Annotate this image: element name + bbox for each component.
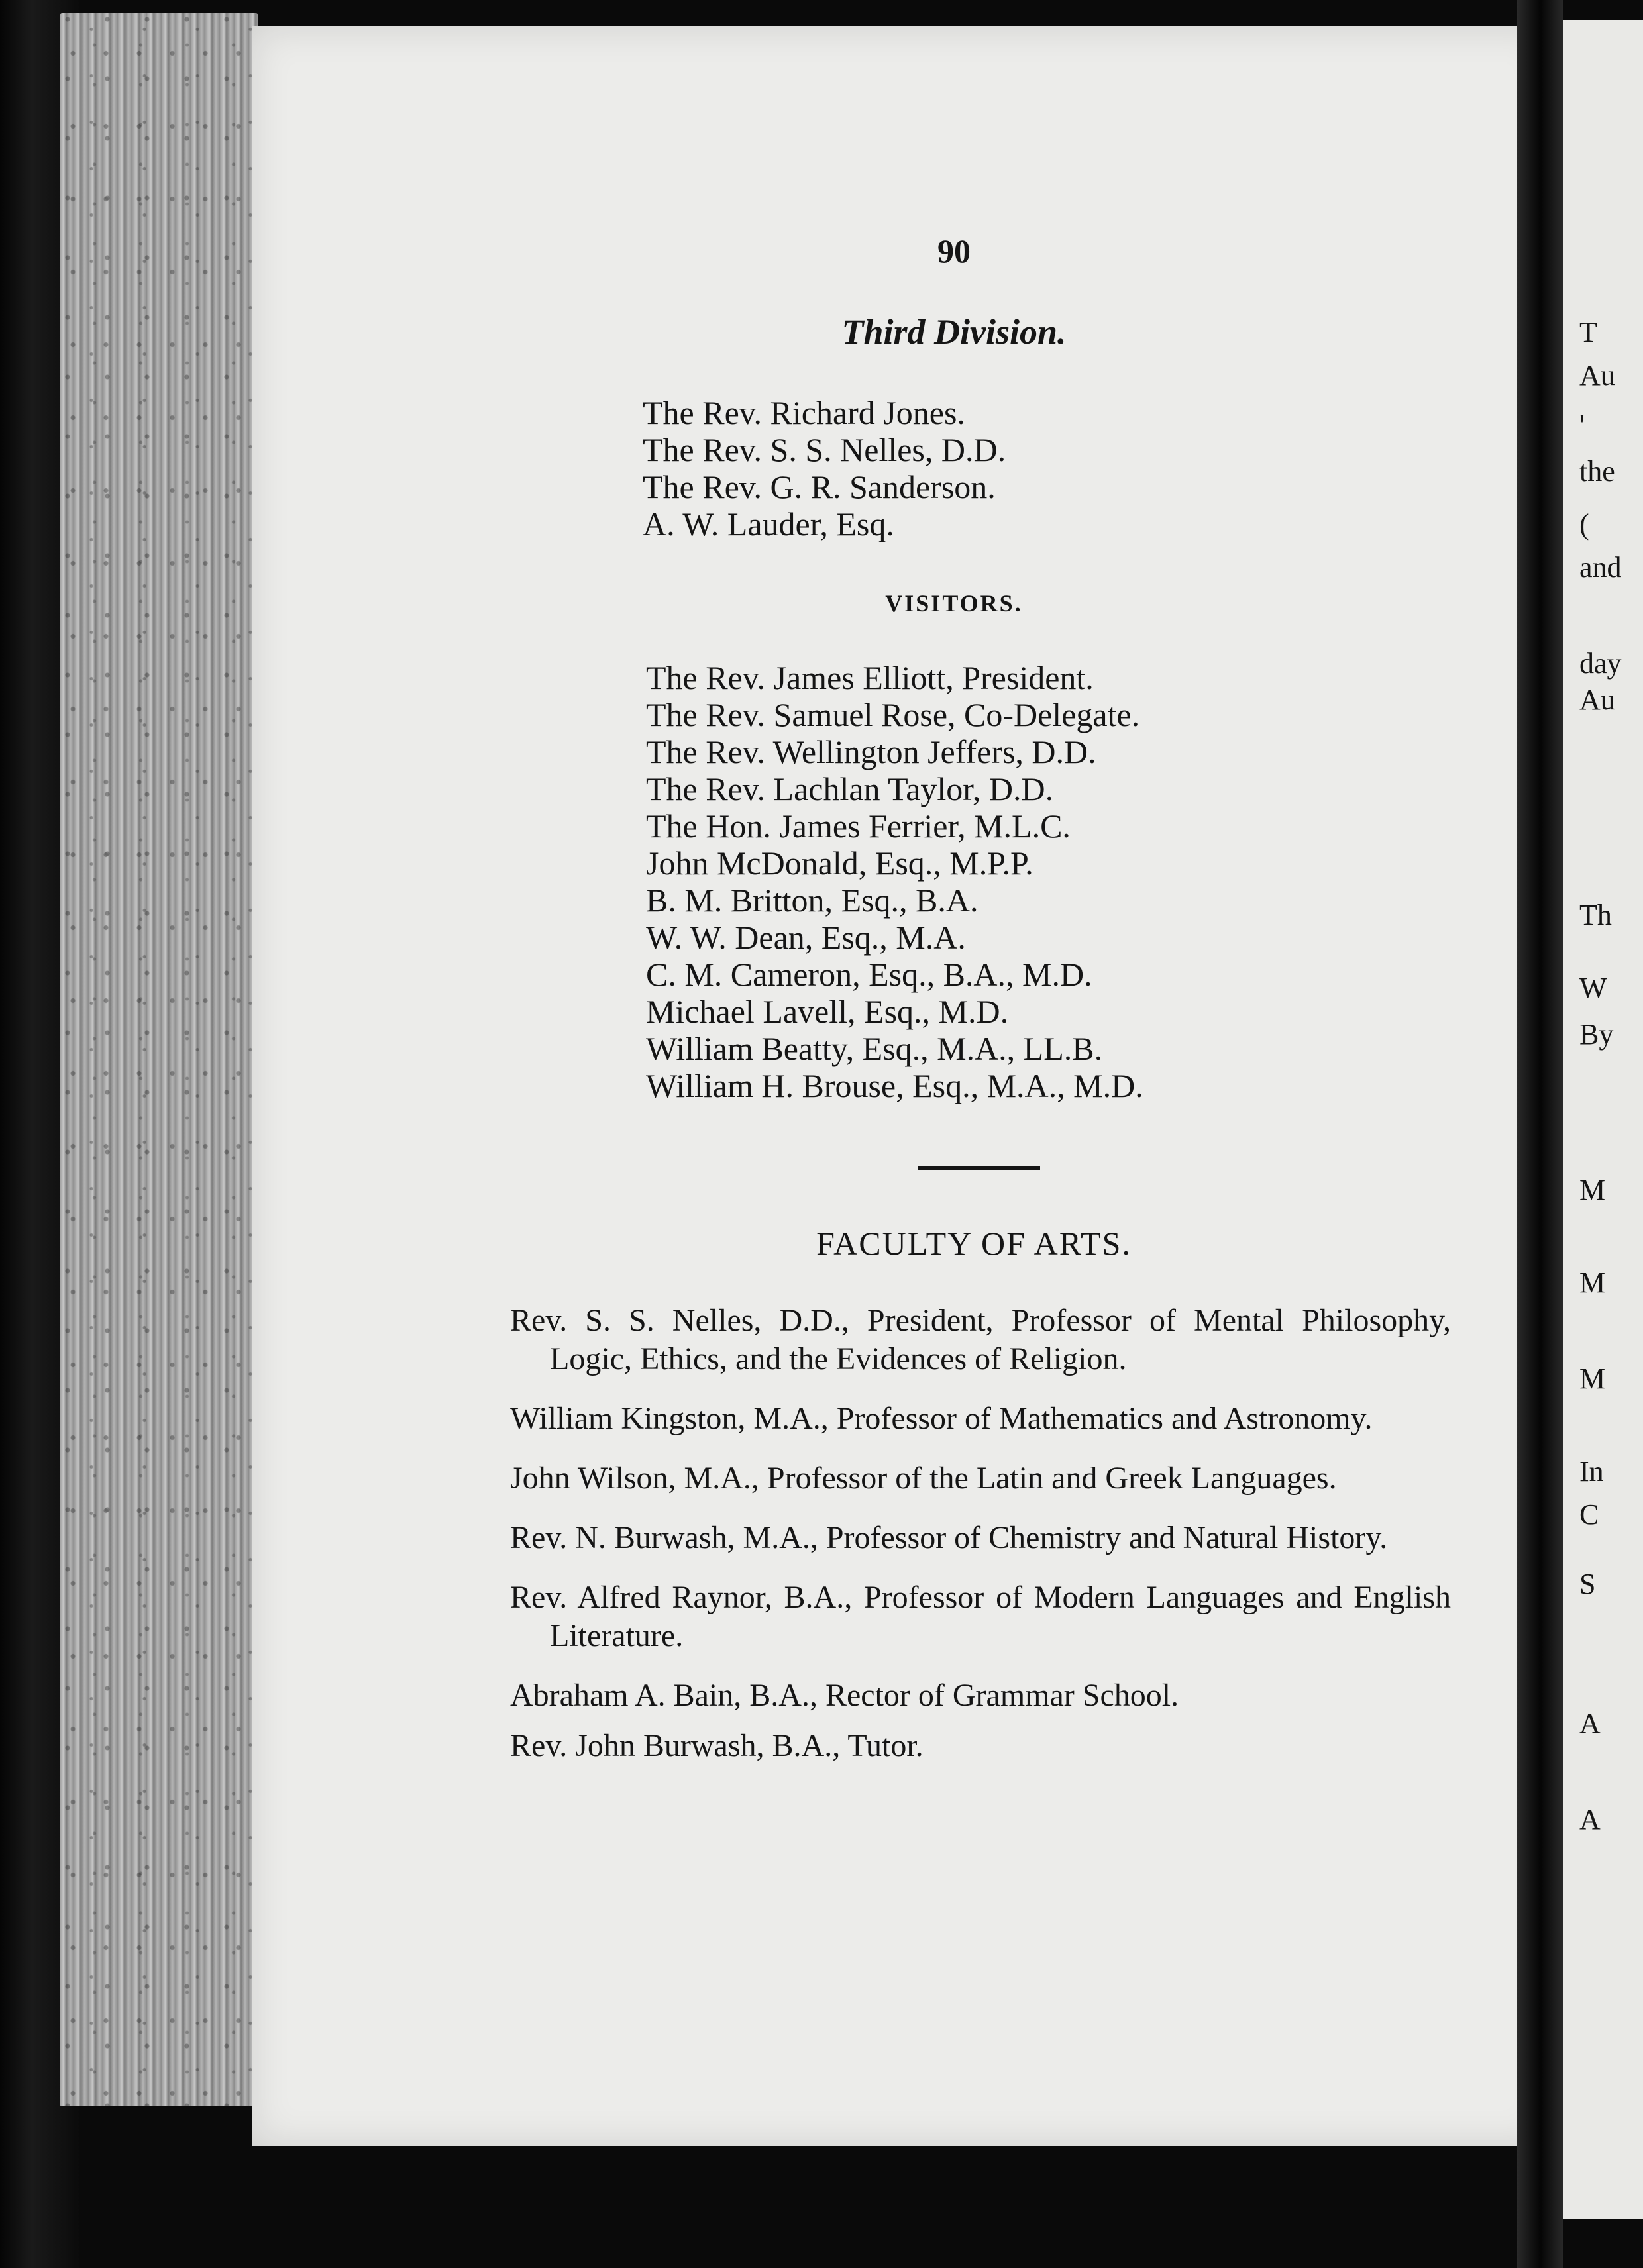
visitors-list (646, 659, 1143, 1104)
list-item: C. M. Cameron, Esq., B.A., M.D. (646, 956, 1092, 993)
third-division-heading: Third Division. (841, 312, 1067, 352)
facing-fragment: and (1579, 551, 1622, 584)
facing-fragment: M (1579, 1266, 1606, 1299)
facing-fragment: A (1579, 1707, 1601, 1739)
facing-fragment: Th (1579, 899, 1612, 931)
facing-fragment: ' (1579, 409, 1585, 441)
list-item: Michael Lavell, Esq., M.D. (646, 993, 1009, 1030)
facing-fragment: Au (1579, 359, 1615, 391)
list-item: William Beatty, Esq., M.A., LL.B. (646, 1030, 1103, 1067)
facing-fragment: C (1579, 1498, 1599, 1531)
faculty-entry: Rev. Alfred Raynor, B.A., Professor of Modern Languages and English Literature. (510, 1580, 1451, 1653)
list-item: B. M. Britton, Esq., B.A. (646, 882, 979, 919)
faculty-heading: FACULTY OF ARTS. (816, 1225, 1132, 1262)
facing-fragment: M (1579, 1174, 1606, 1206)
facing-fragment: S (1579, 1568, 1596, 1600)
book-gutter (1517, 0, 1564, 2268)
faculty-entry: Rev. S. S. Nelles, D.D., President, Professor of Mental Philosophy, Logic, Ethics, and the Evidences of Religion. (510, 1303, 1451, 1376)
facing-fragment: M (1579, 1363, 1606, 1395)
list-item: The Rev. Lachlan Taylor, D.D. (646, 770, 1054, 807)
faculty-entry: Abraham A. Bain, B.A., Rector of Grammar School. (510, 1678, 1179, 1713)
facing-fragment: By (1579, 1018, 1614, 1051)
faculty-list (510, 1302, 1451, 1777)
list-item: The Rev. Samuel Rose, Co-Delegate. (646, 696, 1140, 733)
facing-fragment: W (1579, 972, 1607, 1004)
list-item: The Rev. Richard Jones. (643, 394, 965, 431)
facing-fragment: In (1579, 1455, 1604, 1488)
section-divider (918, 1166, 1040, 1170)
list-item: William H. Brouse, Esq., M.A., M.D. (646, 1067, 1143, 1104)
list-item: The Hon. James Ferrier, M.L.C. (646, 807, 1071, 845)
faculty-entry: William Kingston, M.A., Professor of Mathematics and Astronomy. (510, 1401, 1373, 1436)
facing-fragment: A (1579, 1803, 1601, 1835)
list-item: The Rev. G. R. Sanderson. (643, 468, 996, 505)
visitors-heading: VISITORS. (885, 590, 1023, 617)
facing-fragment: the (1579, 455, 1615, 488)
facing-fragment: day (1579, 647, 1622, 680)
faculty-entry: Rev. John Burwash, B.A., Tutor. (510, 1728, 924, 1763)
page-edges (60, 13, 258, 2106)
third-division-list (643, 394, 1006, 542)
list-item: A. W. Lauder, Esq. (643, 505, 894, 542)
list-item: John McDonald, Esq., M.P.P. (646, 845, 1034, 882)
faculty-entry: Rev. N. Burwash, M.A., Professor of Chemistry and Natural History. (510, 1520, 1388, 1555)
page-number: 90 (937, 232, 971, 270)
facing-page (1564, 20, 1643, 2219)
list-item: The Rev. Wellington Jeffers, D.D. (646, 733, 1096, 770)
list-item: The Rev. James Elliott, President. (646, 659, 1094, 696)
faculty-entry: John Wilson, M.A., Professor of the Latin and Greek Languages. (510, 1461, 1337, 1496)
facing-fragment: ( (1579, 508, 1589, 541)
facing-fragment: T (1579, 316, 1597, 348)
list-item: The Rev. S. S. Nelles, D.D. (643, 431, 1006, 468)
list-item: W. W. Dean, Esq., M.A. (646, 919, 966, 956)
facing-fragment: Au (1579, 684, 1615, 716)
